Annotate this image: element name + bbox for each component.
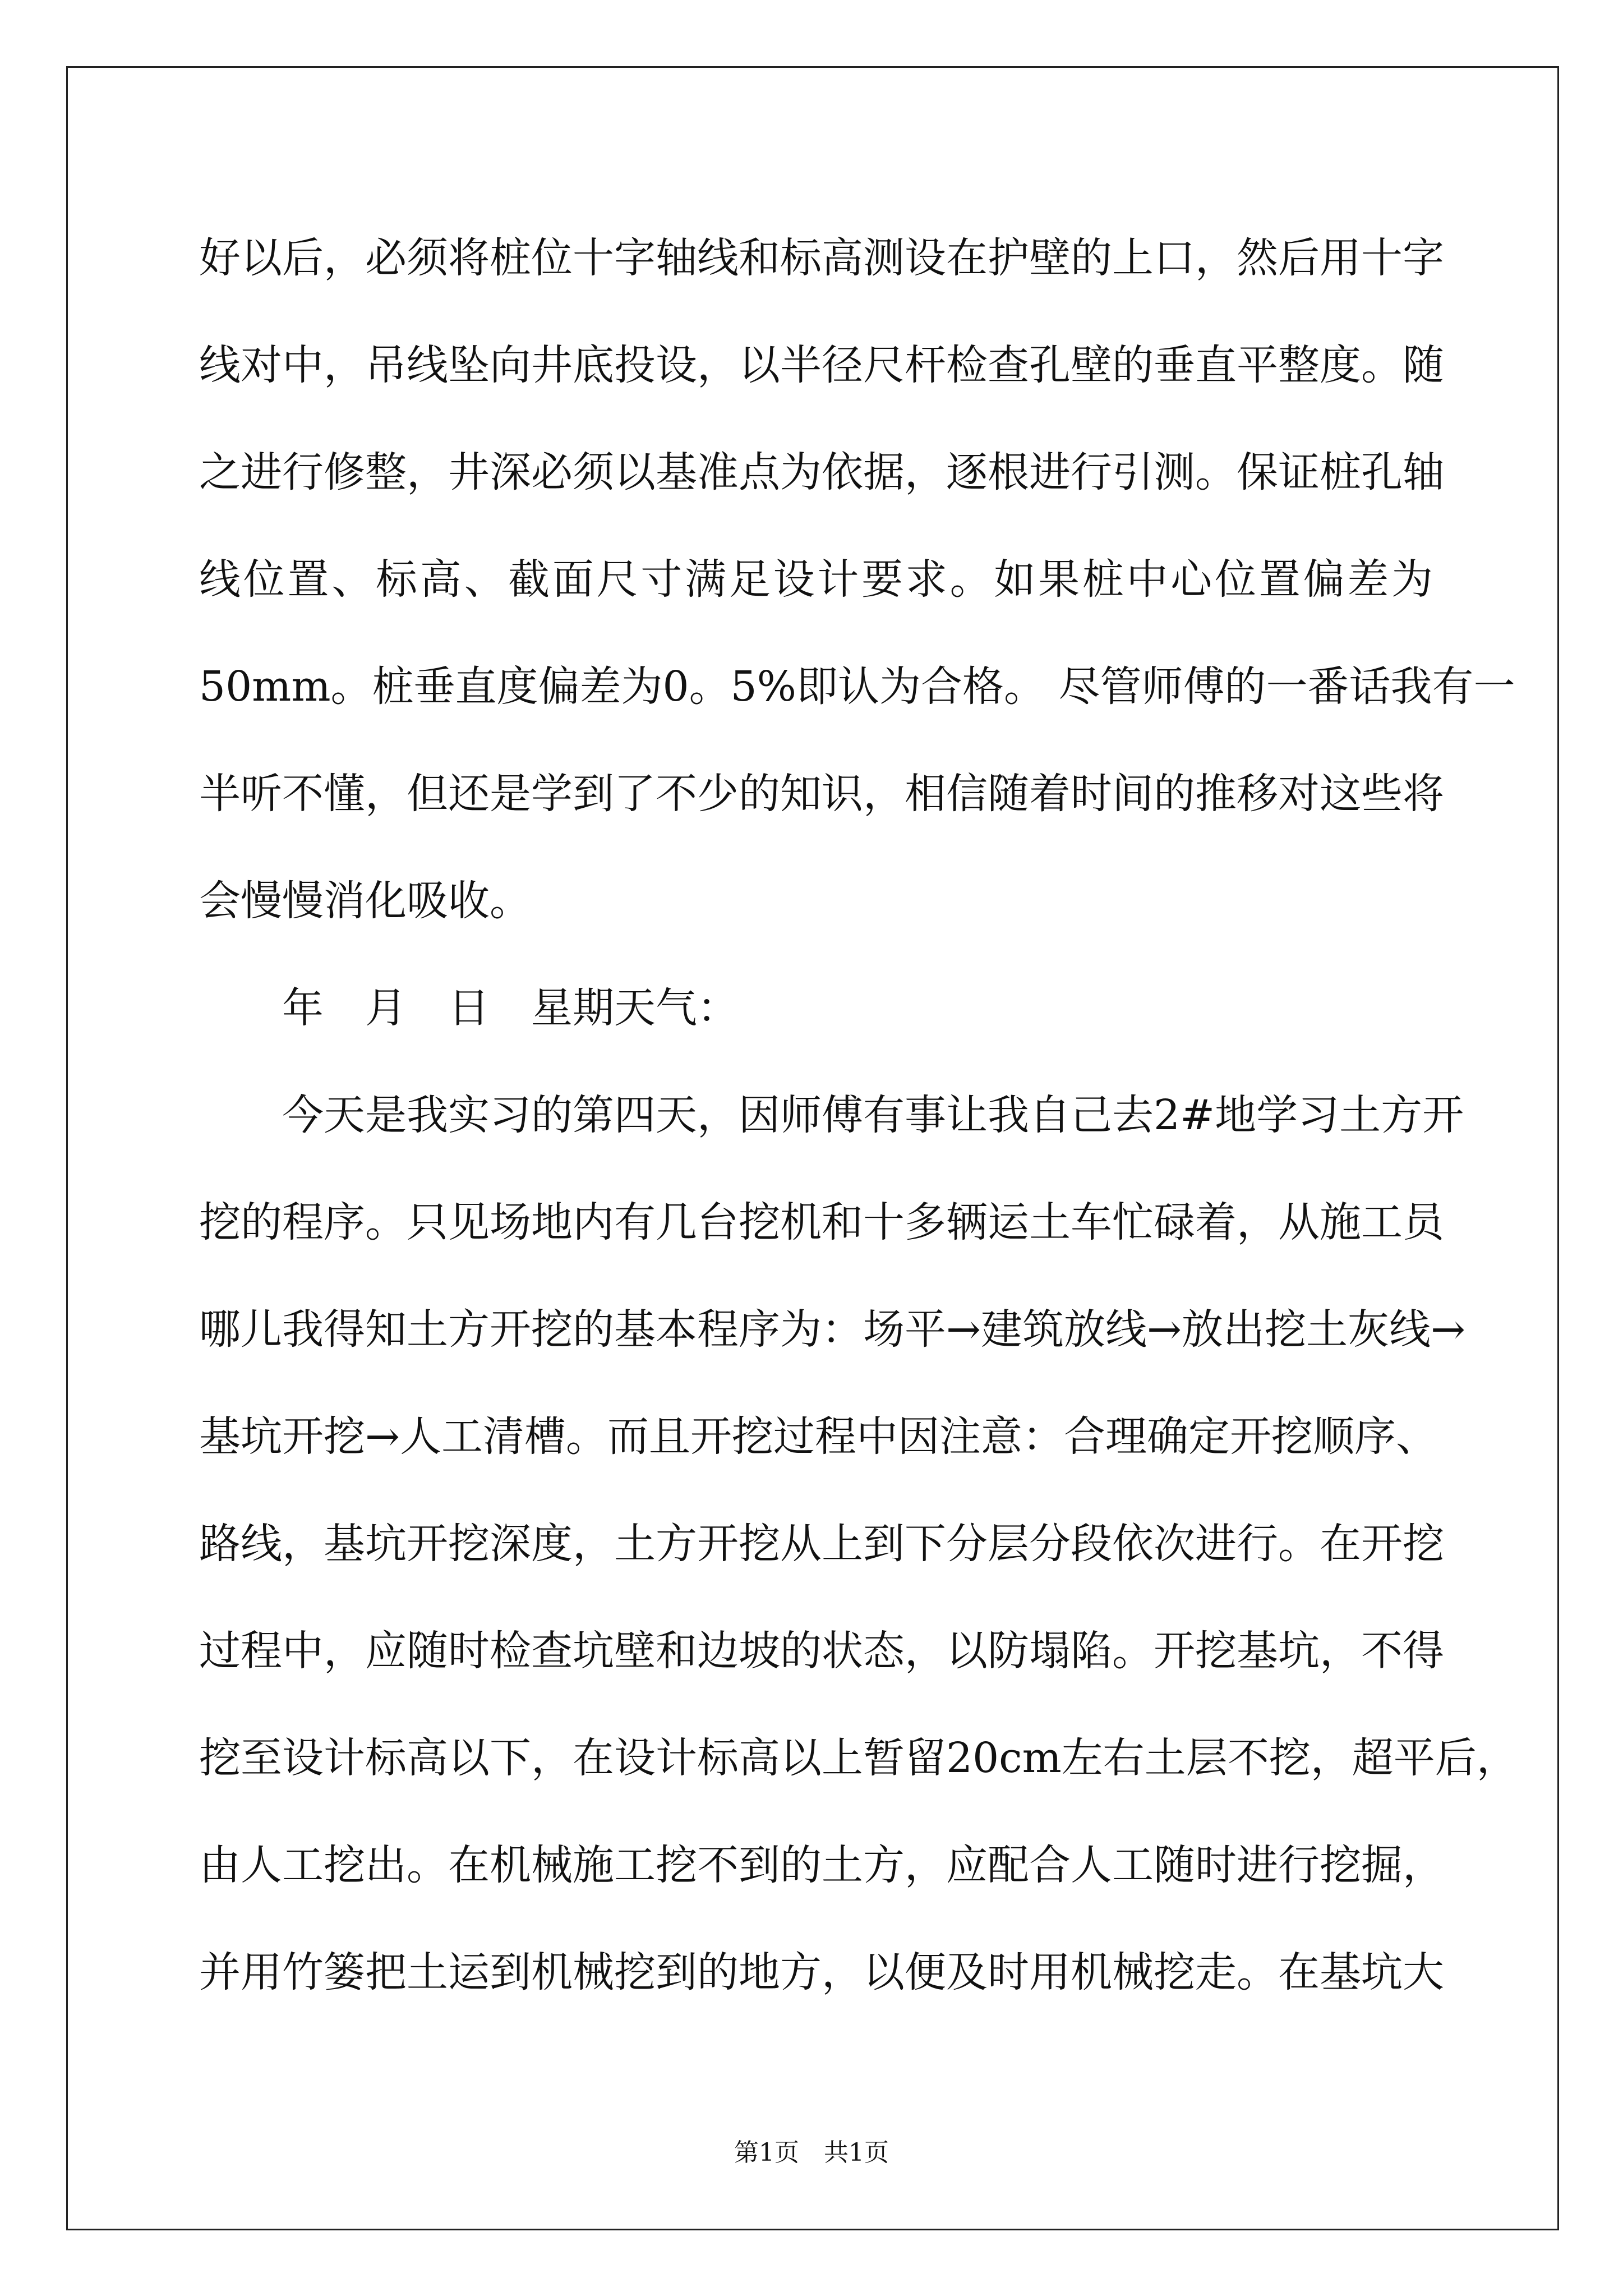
text-line: 今天是我实习的第四天，因师傅有事让我自己去2#地学习土方开 [282, 1091, 1464, 1139]
text-line: 半听不懂，但还是学到了不少的知识，相信随着时间的推移对这些将 [199, 770, 1444, 818]
text-line: 过程中，应随时检查坑壁和边坡的状态，以防塌陷。开挖基坑，不得 [199, 1627, 1444, 1675]
text-line: 线位置、标高、截面尺寸满足设计要求。如果桩中心位置偏差为 [199, 555, 1433, 604]
text-line: 50mm。桩垂直度偏差为0。5%即认为合格。 尽管师傅的一番话我有一 [199, 662, 1515, 711]
page-number-footer: 第1页 共1页 [734, 2138, 889, 2167]
text-line: 路线，基坑开挖深度，土方开挖从上到下分层分段依次进行。在开挖 [199, 1520, 1444, 1568]
date-weather-line: 年 月 日 星期天气： [282, 984, 739, 1032]
text-line: 挖的程序。只见场地内有几台挖机和十多辆运土车忙碌着，从施工员 [199, 1198, 1444, 1246]
text-line: 会慢慢消化吸收。 [199, 877, 531, 925]
text-line: 并用竹篓把土运到机械挖到的地方，以便及时用机械挖走。在基坑大 [199, 1948, 1444, 1996]
text-line: 由人工挖出。在机械施工挖不到的土方，应配合人工随时进行挖掘， [199, 1841, 1444, 1889]
text-line: 之进行修整，井深必须以基准点为依据，逐根进行引测。保证桩孔轴 [199, 448, 1444, 496]
text-line: 哪儿我得知土方开挖的基本程序为：场平→建筑放线→放出挖土灰线→ [199, 1305, 1466, 1354]
text-line: 基坑开挖→人工清槽。而且开挖过程中因注意：合理确定开挖顺序、 [199, 1412, 1438, 1461]
text-line: 好以后，必须将桩位十字轴线和标高测设在护壁的上口，然后用十字 [199, 234, 1444, 282]
text-line: 挖至设计标高以下，在设计标高以上暂留20cm左右土层不挖，超平后， [199, 1734, 1518, 1782]
document-body [199, 205, 1518, 2026]
text-line: 线对中，吊线坠向井底投设，以半径尺杆检查孔壁的垂直平整度。随 [199, 341, 1444, 389]
